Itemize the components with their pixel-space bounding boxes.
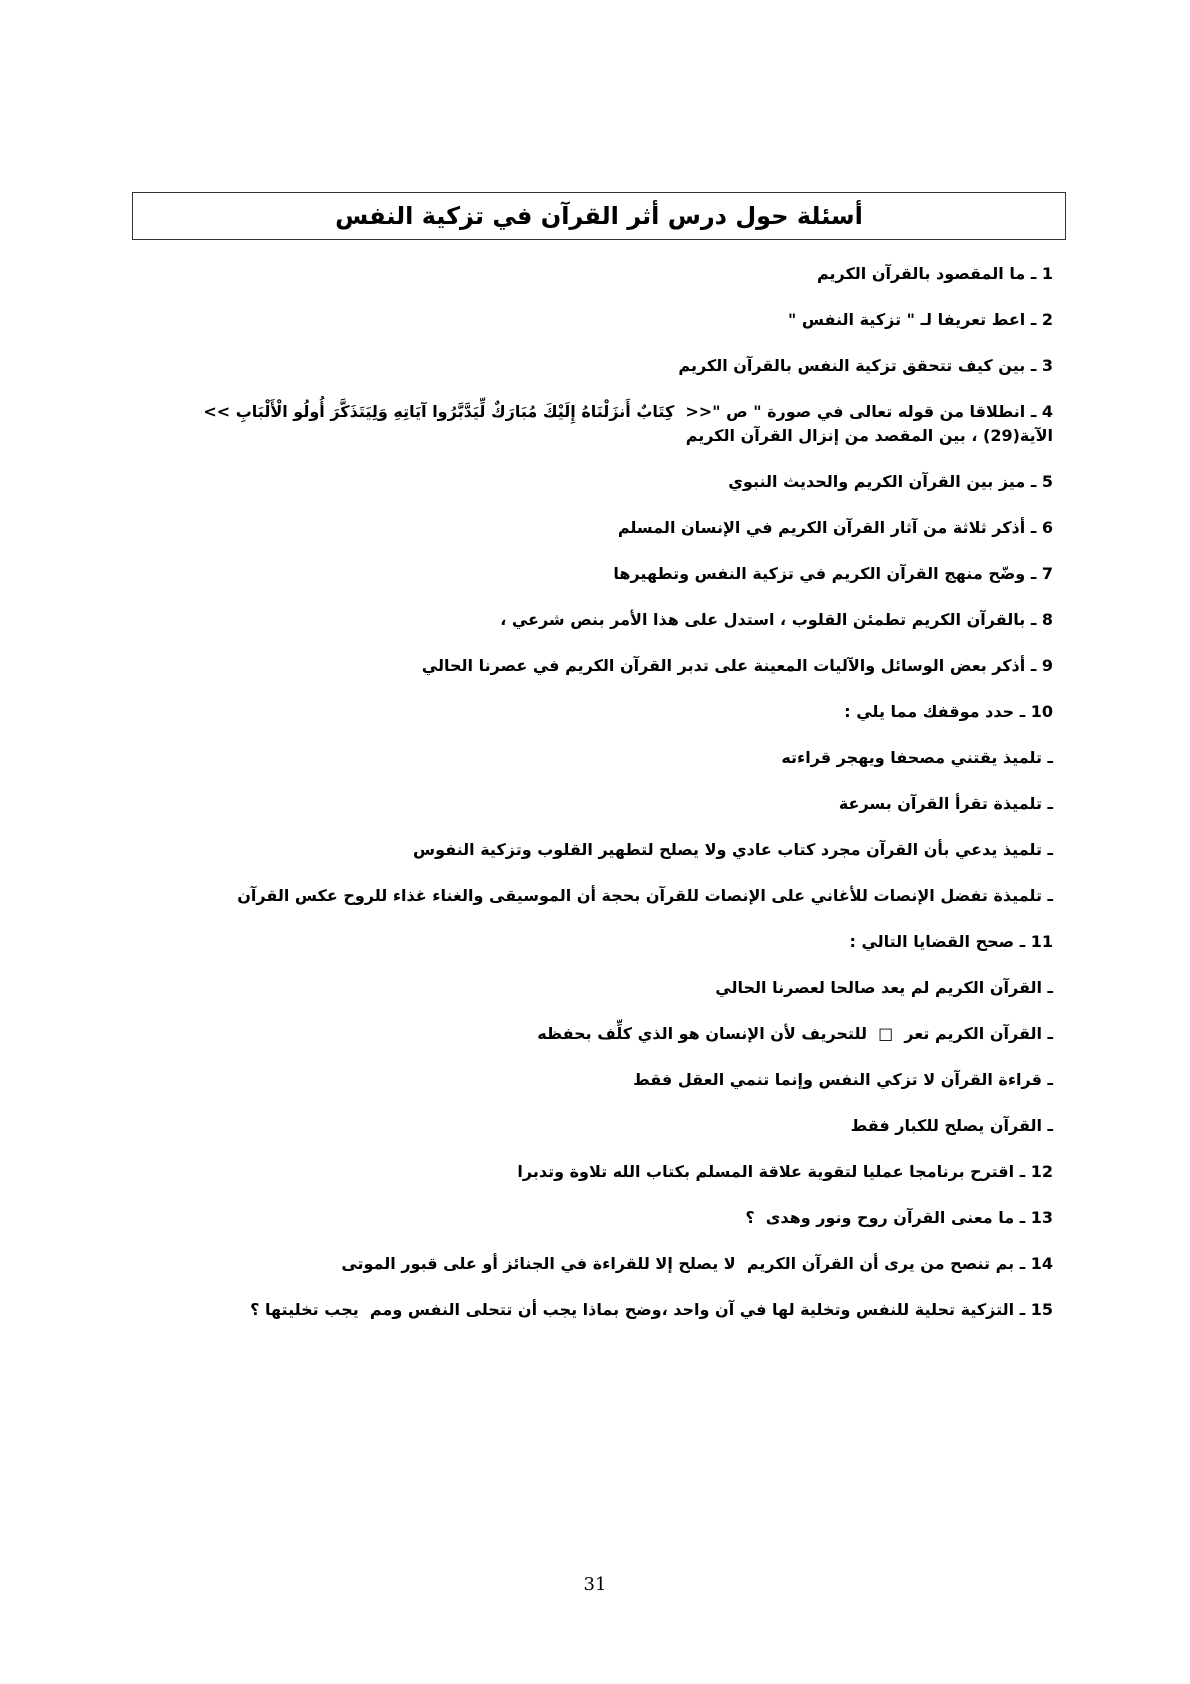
question-number: 15 xyxy=(1030,1300,1053,1319)
question-text: ـ وضّح منهج القرآن الكريم في تزكية النفس وتطهيرها xyxy=(613,564,1042,583)
question-number: 12 xyxy=(1030,1162,1053,1181)
question-text: ـ صحح القضايا التالي : xyxy=(849,932,1031,951)
question-text: ـ تلميذ يدعي بأن القرآن مجرد كتاب عادي ولا يصلح لتطهير القلوب وتزكية النفوس xyxy=(412,840,1053,859)
question-10 xyxy=(133,700,1053,724)
question-9 xyxy=(133,654,1053,678)
question-number: 1 xyxy=(1041,264,1053,283)
question-text: ـ قراءة القرآن لا تزكي النفس وإنما تنمي العقل فقط xyxy=(633,1070,1053,1089)
question-number: 10 xyxy=(1030,702,1053,721)
question-11 xyxy=(133,930,1053,954)
sub-item xyxy=(133,976,1053,1000)
sub-item xyxy=(133,1114,1053,1138)
question-text: ـ القرآن يصلح للكبار فقط xyxy=(850,1116,1053,1135)
question-number: 8 xyxy=(1041,610,1053,629)
question-text: ـ تلميذة تقرأ القرآن بسرعة xyxy=(838,794,1053,813)
question-number: 14 xyxy=(1030,1254,1053,1273)
question-text: ـ بين كيف تتحقق تزكية النفس بالقرآن الكريم xyxy=(678,356,1042,375)
question-15 xyxy=(133,1298,1053,1322)
page-title: أسئلة حول درس أثر القرآن في تزكية النفس xyxy=(335,202,863,230)
question-number: 2 xyxy=(1041,310,1053,329)
question-text: ـ تلميذة تفضل الإنصات للأغاني على الإنصات للقرآن بحجة أن الموسيقى والغناء غذاء للروح عكس القرآن xyxy=(237,886,1053,905)
sub-item xyxy=(133,1068,1053,1092)
sub-item xyxy=(133,838,1053,862)
title-box xyxy=(132,192,1066,240)
question-6 xyxy=(133,516,1053,540)
question-text: ـ تلميذ يقتني مصحفا ويهجر قراءته xyxy=(781,748,1053,767)
questions-list xyxy=(133,262,1053,1322)
sub-item xyxy=(133,746,1053,770)
page-number: 31 xyxy=(583,1574,607,1595)
question-12 xyxy=(133,1160,1053,1184)
question-text: ـ القرآن الكريم تعر □ للتحريف لأن الإنسان هو الذي كلِّف بحفظه xyxy=(537,1024,1053,1043)
question-text: ـ التزكية تحلية للنفس وتخلية لها في آن واحد ،وضح بماذا يجب أن تتحلى النفس ومم يجب تخليتها ؟ xyxy=(250,1300,1031,1319)
question-text: ـ أذكر بعض الوسائل والآليات المعينة على تدبر القرآن الكريم في عصرنا الحالي xyxy=(421,656,1042,675)
question-13 xyxy=(133,1206,1053,1230)
question-number: 13 xyxy=(1030,1208,1053,1227)
question-number: 5 xyxy=(1041,472,1053,491)
question-7 xyxy=(133,562,1053,586)
question-14 xyxy=(133,1252,1053,1276)
question-text: ـ أذكر ثلاثة من آثار القرآن الكريم في الإنسان المسلم xyxy=(617,518,1042,537)
question-4 xyxy=(133,400,1053,448)
question-text: ـ بم تنصح من يرى أن القرآن الكريم لا يصلح إلا للقراءة في الجنائز أو على قبور الموتى xyxy=(341,1254,1031,1273)
question-number: 7 xyxy=(1041,564,1053,583)
question-3 xyxy=(133,354,1053,378)
question-text: ـ حدد موقفك مما يلي : xyxy=(844,702,1031,721)
question-1 xyxy=(133,262,1053,286)
question-text: ـ القرآن الكريم لم يعد صالحا لعصرنا الحالي xyxy=(715,978,1053,997)
question-text: ـ ما المقصود بالقرآن الكريم xyxy=(816,264,1042,283)
question-text: ـ انطلاقا من قوله تعالى في صورة " ص "<< كِتَابٌ أَنزَلْنَاهُ إِلَيْكَ مُبَارَكٌ لِّيَدَّبَّرُوا آيَاتِهِ وَلِيَتَذَكَّرَ أُولُو الْأَلْبَابِ >> الآية(29) ، بين المقصد من إنزال القرآن الكريم xyxy=(197,402,1053,445)
question-number: 4 xyxy=(1041,402,1053,421)
sub-item xyxy=(133,1022,1053,1046)
question-text: ـ بالقرآن الكريم تطمئن القلوب ، استدل على هذا الأمر بنص شرعي ، xyxy=(500,610,1042,629)
sub-item xyxy=(133,884,1053,908)
question-number: 3 xyxy=(1041,356,1053,375)
question-text: ـ اقترح برنامجا عمليا لتقوية علاقة المسلم بكتاب الله تلاوة وتدبرا xyxy=(517,1162,1031,1181)
question-2 xyxy=(133,308,1053,332)
question-5 xyxy=(133,470,1053,494)
question-text: ـ ما معنى القرآن روح ونور وهدى ؟ xyxy=(745,1208,1031,1227)
question-text: ـ اعط تعريفا لـ " تزكية النفس " xyxy=(787,310,1042,329)
question-8 xyxy=(133,608,1053,632)
sub-item xyxy=(133,792,1053,816)
question-number: 11 xyxy=(1030,932,1053,951)
question-number: 6 xyxy=(1041,518,1053,537)
question-number: 9 xyxy=(1041,656,1053,675)
question-text: ـ ميز بين القرآن الكريم والحديث النبوي xyxy=(728,472,1042,491)
